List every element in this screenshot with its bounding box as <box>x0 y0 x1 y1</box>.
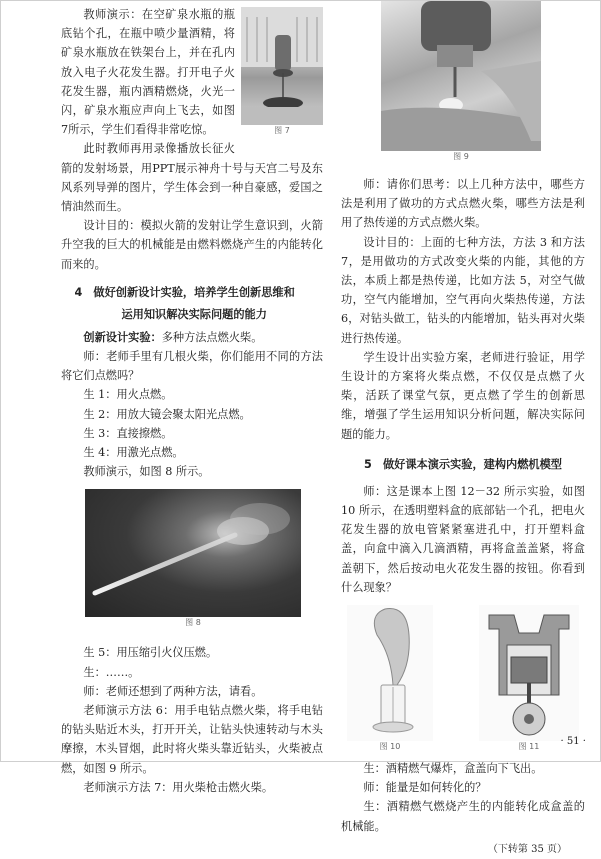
figure-7-photo <box>241 7 323 125</box>
paragraph-method-6: 老师演示方法 6：用手电钻点燃火柴，将手电钻的钻头贴近木头，打开开关，让钻头快速转动与木头摩擦，木头冒烟，此时将火柴头靠近钻头，火柴被点燃，如图 9 所示。 <box>61 704 323 775</box>
figure-10-photo <box>347 605 433 741</box>
figure-9 <box>381 1 541 171</box>
section-5-heading: 5 做好课本演示实验，建构内燃机模型 <box>364 457 562 471</box>
paragraph-video: 此时教师再用录像播放长征火箭的发射场景，用PPT展示神舟十号与天宫二号及东风系列导弹的图片，学生体会到一种自豪感，爱国之情油然而生。 <box>61 142 323 214</box>
innovation-label: 创新设计实验： <box>83 330 162 344</box>
paragraph-method-7: 老师演示方法 7：用火柴枪击燃火柴。 <box>83 780 274 794</box>
paragraph-design-purpose: 设计目的：模拟火箭的发射让学生意识到，火箭升空我的巨大的机械能是由燃料燃烧产生的内能转化而来的。 <box>61 219 323 271</box>
left-column <box>61 5 323 797</box>
student-answer-more: 生：……。 <box>83 665 140 679</box>
continued-note: （下转第 35 页） <box>487 843 567 855</box>
page-number: · 51 · <box>560 735 586 747</box>
teacher-demo-fig8: 教师演示，如图 8 所示。 <box>83 465 210 479</box>
innovation-text: 多种方法点燃火柴。 <box>161 330 263 344</box>
figure-9-caption: 图 9 <box>453 152 469 161</box>
section-4-heading <box>61 282 323 326</box>
teacher-energy-question: 师：能量是如何转化的？ <box>363 781 487 795</box>
figure-10-caption: 图 10 <box>379 742 401 752</box>
student-answer-1: 生 1：用火点燃。 <box>83 388 173 402</box>
student-answer-2: 生 2：用放大镜会聚太阳光点燃。 <box>83 407 251 421</box>
section-4-heading-line2: 运用知识解决实际问题的能力 <box>121 307 267 321</box>
figure-8 <box>85 489 301 637</box>
paragraph-textbook-experiment: 师：这是课本上图 12－32 所示实验，如图 10 所示，在透明塑料盒的底部钻一个孔，把电火花发生器的放电管紧紧塞进孔中，打开塑料盒盖，向盒中滴入几滴酒精，再将盒盖盖紧，将盒盖朝下，然后按动电火花发生器的按钮。你看到什么现象？ <box>341 484 585 594</box>
paragraph-student-design: 学生设计出实验方案，老师进行验证，用学生设计的方案将火柴点燃，不仅仅是点燃了火柴，活跃了课堂气氛，更点燃了学生的创新思维，增强了学生运用知识分析问题，解决实际问题的能力。 <box>341 350 585 441</box>
teacher-two-methods: 师：老师还想到了两种方法，请看。 <box>83 684 263 698</box>
figure-8-caption: 图 8 <box>185 618 201 628</box>
figure-9-photo <box>381 1 541 151</box>
student-answer-energy: 生：酒精燃气燃烧产生的内能转化成盒盖的机械能。 <box>341 800 585 833</box>
student-answer-4: 生 4：用激光点燃。 <box>83 446 184 460</box>
paragraph-design-purpose-2: 设计目的：上面的七种方法，方法 3 和方法 7，是用做功的方式改变火柴的内能，其他的方法，本质上都是热传递，比如方法 5，对空气做功，空气内能增加，空气再向火柴热传递，方法 6，对钻头做工，钻头的内能增加，钻头再对火柴进行热传递。 <box>341 235 585 345</box>
paragraph-innovation-experiment <box>61 328 323 347</box>
section-4-heading-line1: 4 做好创新设计实验，培养学生创新思维和 <box>74 285 295 299</box>
teacher-think-question: 师：请你们思考：以上几种方法中，哪些方法是利用了做功的方式点燃火柴，哪些方法是利用了热传递的方式点燃火柴。 <box>341 178 585 230</box>
figures-10-11 <box>347 605 579 755</box>
paragraph-teacher-question: 师：老师手里有几根火柴，你们能用不同的方法将它们点燃吗？ <box>61 350 323 383</box>
figure-11-photo <box>479 605 579 741</box>
figure-8-photo <box>85 489 301 617</box>
right-column <box>341 5 585 859</box>
student-answer-5: 生 5：用压缩引火仪压燃。 <box>83 646 218 660</box>
paragraph-teacher-demo: 教师演示：在空矿泉水瓶的瓶底钻个孔，在瓶中喷少量酒精，将矿泉水瓶放在铁架台上，并在孔内放入电子火花发生器。打开电子火花发生器，瓶内酒精燃烧，火光一闪，矿泉水瓶应声向上飞去，如图7所示，学生们看得非常吃惊。 <box>61 8 235 137</box>
student-answer-3: 生 3：直接擦燃。 <box>83 426 173 440</box>
figure-10 <box>347 605 433 755</box>
student-answer-explosion: 生：酒精燃气爆炸，盒盖向下飞出。 <box>363 762 543 776</box>
figure-7 <box>241 7 323 147</box>
figure-11-caption: 图 11 <box>518 742 540 752</box>
figure-7-caption: 图 7 <box>274 126 290 135</box>
